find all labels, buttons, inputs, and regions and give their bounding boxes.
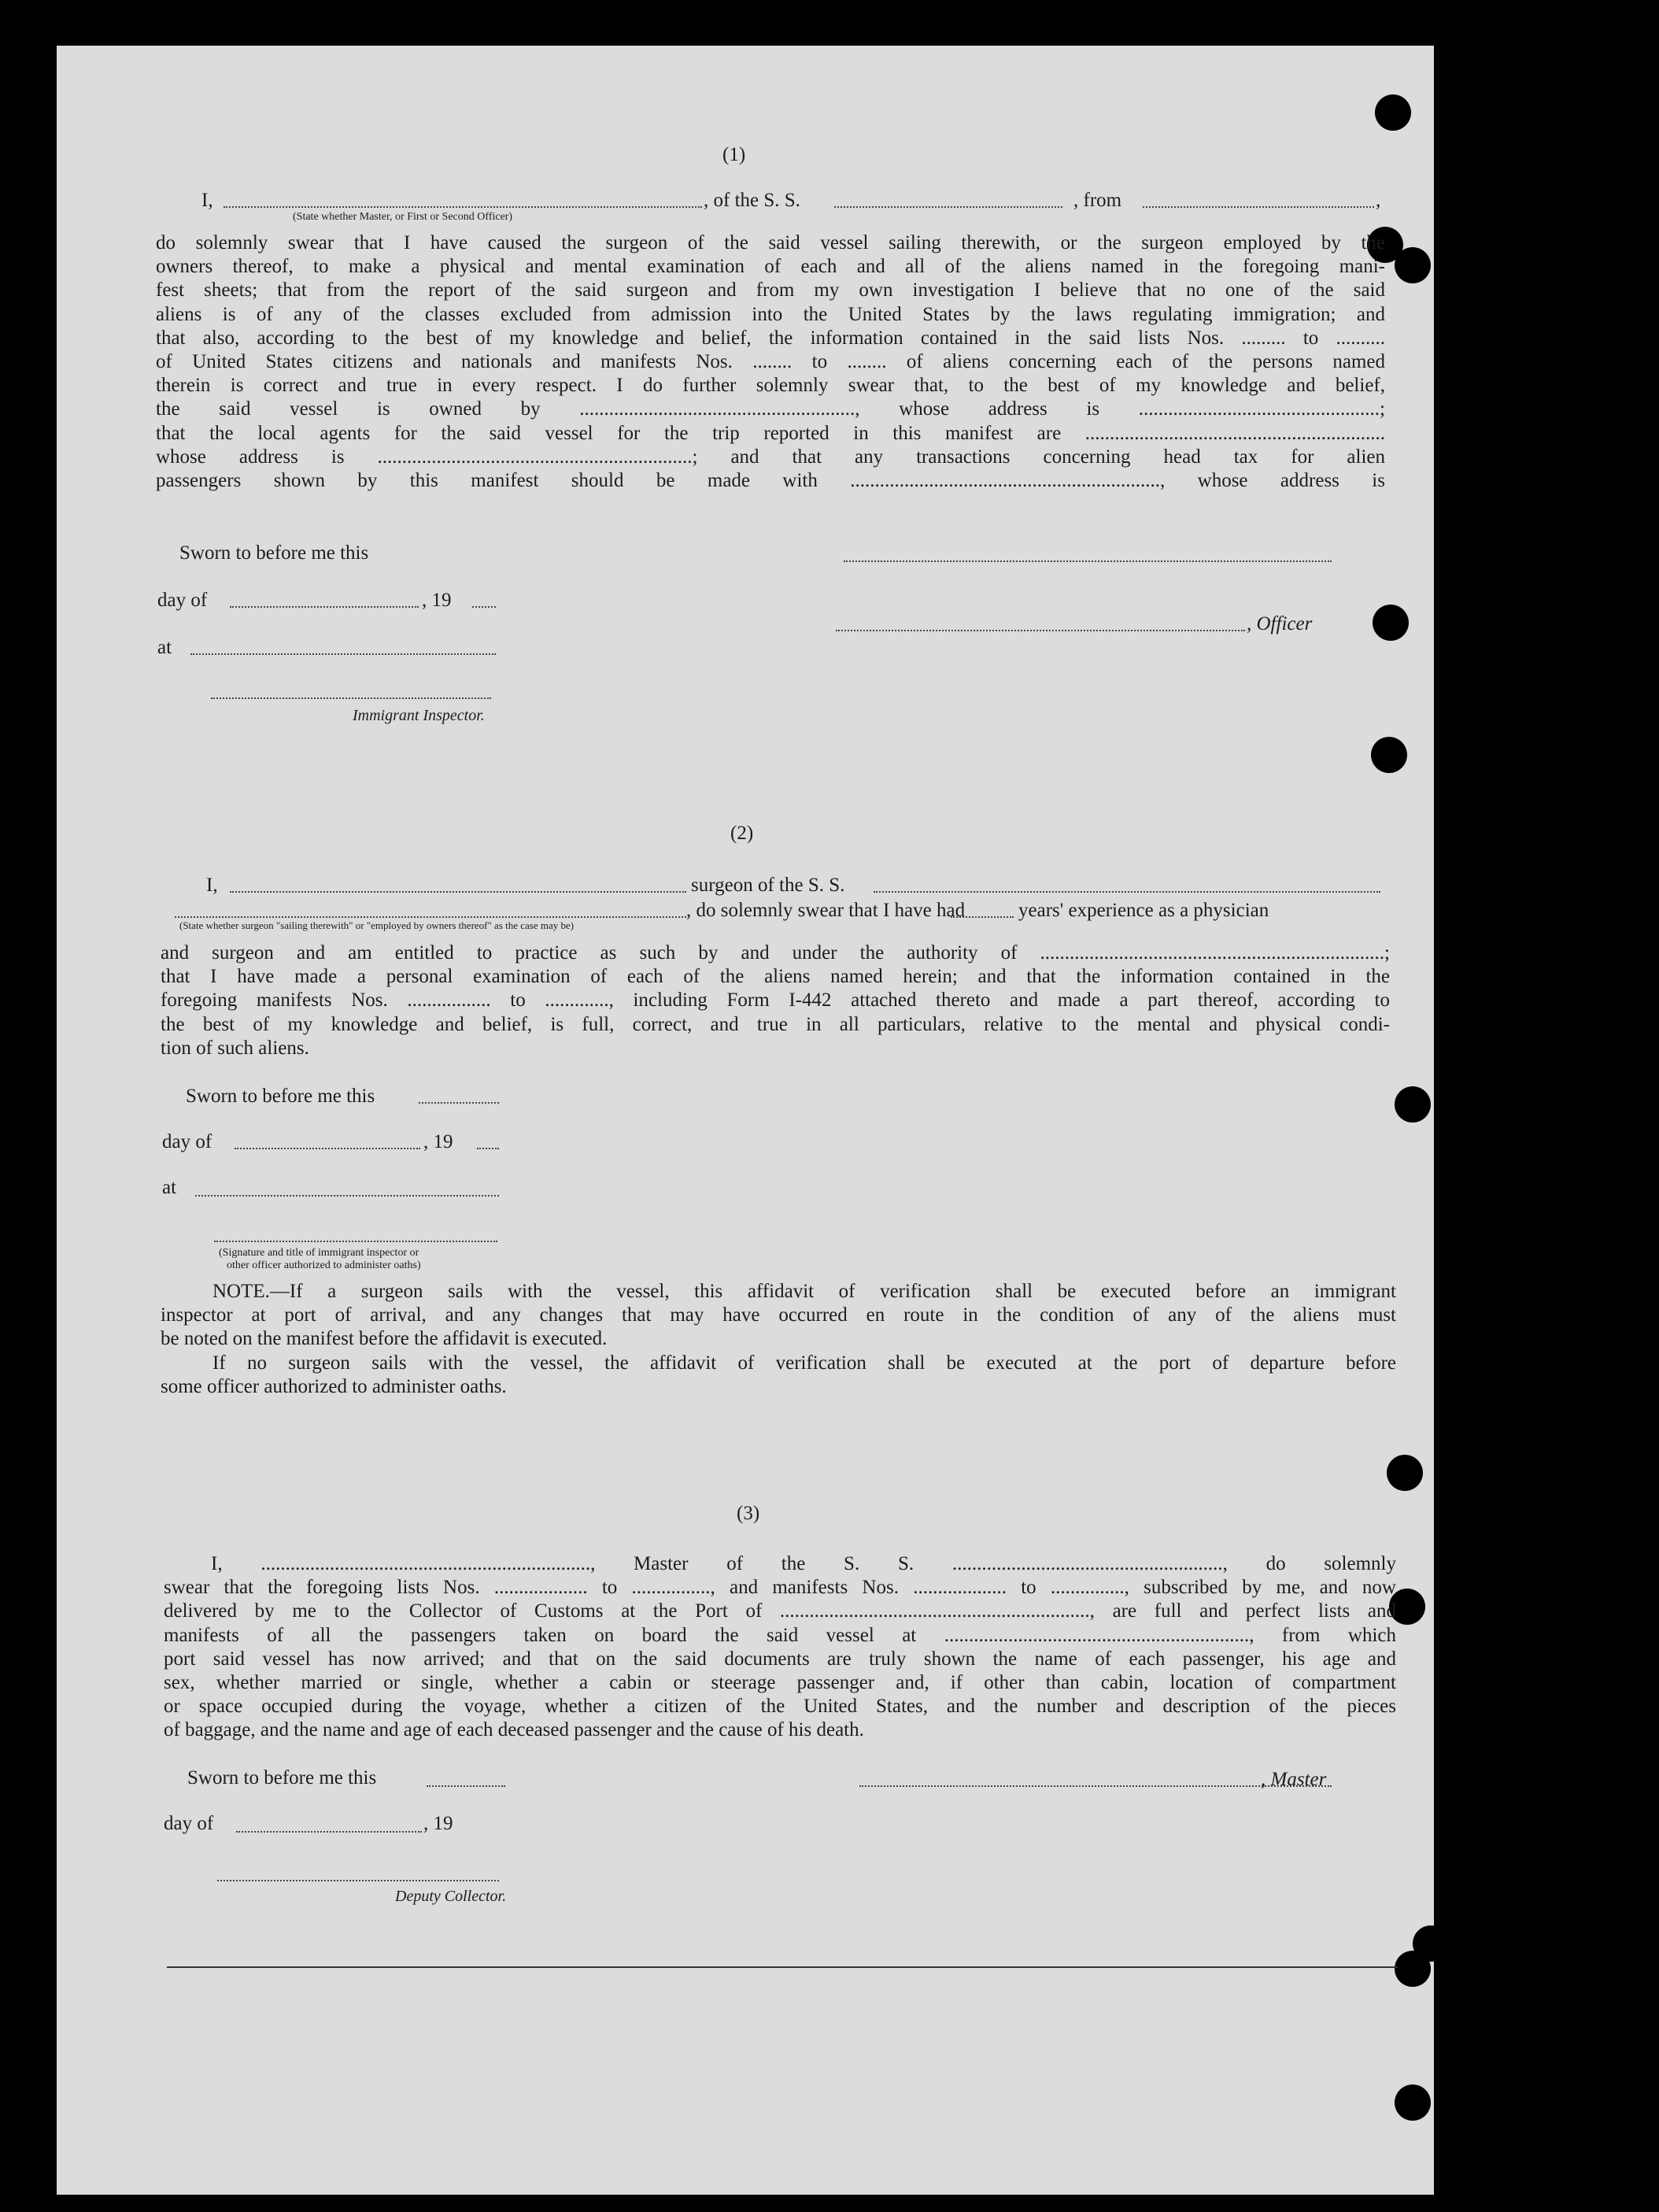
sworn-label: Sworn to before me this	[187, 1767, 377, 1788]
punch-hole	[1395, 1951, 1431, 1987]
punch-hole	[1373, 605, 1409, 641]
of-ss-label: , of the S. S.	[704, 190, 800, 211]
signature-note: other officer authorized to administer oaths)	[227, 1260, 421, 1271]
surgeon-oath-text: and surgeon and am entitled to practice as such by and under the authority of ......................................................................; that I have made a personal examination of each of the aliens named herein; and that the information contained in the foregoing manifests Nos. ................. to ............., including Form I-442 attached thereto and made a part thereof, according to the best of my knowledge and belief, is full, correct, and true in all particulars, relative to the mental and physical condi- tion of such aliens.	[161, 942, 1390, 1059]
year-blank	[472, 606, 496, 608]
place-blank	[195, 1195, 499, 1197]
surgeon-status-blank	[175, 916, 686, 918]
vessel-name-blank	[834, 206, 1062, 208]
master-label: , Master	[1261, 1769, 1327, 1790]
surgeon-prefix: I,	[206, 875, 218, 896]
sworn-blank	[419, 1102, 499, 1104]
inspector-signature-blank	[211, 697, 491, 699]
sworn-blank	[427, 1785, 505, 1787]
officer-title-blank	[836, 630, 1245, 631]
year-label: , 19	[423, 1131, 453, 1152]
punch-hole	[1395, 2084, 1431, 2121]
surgeon-status-note: (State whether surgeon "sailing therewith" or "employed by owners thereof" as the case may be)	[179, 919, 575, 931]
day-blank	[230, 606, 419, 608]
punch-hole	[1375, 94, 1411, 131]
collector-signature-blank	[217, 1880, 499, 1881]
day-of-label: day of	[157, 590, 208, 611]
punch-hole	[1371, 737, 1407, 773]
section-number: (2)	[730, 823, 754, 844]
manifest-verification-page	[57, 46, 1434, 2195]
at-label: at	[157, 637, 172, 658]
note-text: NOTE.—If a surgeon sails with the vessel, this affidavit of verification shall be executed before an immigrant inspector at port of arrival, and any changes that may have occurred en route in the condition of any of the aliens must be noted on the manifest before the affidavit is executed. If no surgeon sails with the vessel, the affidavit of verification shall be executed at the port of departure before some officer authorized to administer oaths.	[161, 1281, 1396, 1397]
punch-hole	[1395, 1086, 1431, 1123]
years-blank	[951, 916, 1014, 918]
master-oath-text: do solemnly swear that I have caused the surgeon of the said vessel sailing therewith, or the surgeon employed by the owners thereof, to make a physical and mental examination of each and all of the aliens named in the foregoing mani- fest sheets; that from the report of the said surgeon and from my own investigation I believe that no one of the said aliens is of any of the classes excluded from admission into the United States by the laws regulating immigration; and that also, according to the best of my knowledge and belief, the information contained in the said lists Nos. ......... to .......... of United States citizens and nationals and manifests Nos. ........ to ........ of aliens concerning each of the persons named therein is correct and true in every respect. I do further solemnly swear that, to the best of my knowledge and belief, the said vessel is owned by ........................................................, whose address is .................................................; that the local agents for the said vessel for the trip reported in this manifest are ............................................................. whose address is ................................................................; and that any transactions concerning head tax for alien passengers shown by this manifest should be made with ..............................................................., whose address is	[156, 232, 1385, 492]
section-number: (1)	[722, 144, 746, 165]
day-blank	[236, 1831, 422, 1833]
year-label: , 19	[423, 1813, 453, 1834]
years-experience-label: years' experience as a physician	[1018, 900, 1269, 921]
surgeon-swear-label: , do solemnly swear that I have had	[686, 900, 966, 921]
sworn-label: Sworn to before me this	[179, 542, 369, 564]
from-port-blank	[1143, 206, 1374, 208]
punch-hole	[1395, 247, 1431, 283]
surgeon-vessel-blank	[874, 891, 1380, 893]
deputy-collector-label: Deputy Collector.	[395, 1888, 507, 1905]
signature-note: (Signature and title of immigrant inspector or	[219, 1247, 419, 1259]
officer-label: , Officer	[1247, 613, 1313, 634]
officer-signature-blank	[844, 560, 1332, 562]
officer-rank-note: (State whether Master, or First or Second Officer)	[293, 211, 513, 223]
officer-name-blank	[224, 206, 702, 208]
day-of-label: day of	[162, 1131, 212, 1152]
immigrant-inspector-label: Immigrant Inspector.	[353, 707, 485, 724]
day-blank	[235, 1148, 420, 1149]
comma: ,	[1376, 190, 1381, 211]
surgeon-of-label: surgeon of the S. S.	[691, 875, 845, 896]
day-of-label: day of	[164, 1813, 214, 1834]
from-label: , from	[1073, 190, 1122, 211]
punch-hole	[1387, 1455, 1423, 1491]
surgeon-name-blank	[230, 891, 686, 893]
section-number: (3)	[737, 1503, 760, 1524]
bottom-rule	[167, 1966, 1398, 1968]
place-blank	[190, 653, 496, 655]
sworn-label: Sworn to before me this	[186, 1086, 375, 1107]
affiant-prefix: I,	[201, 190, 213, 211]
at-label: at	[162, 1177, 177, 1198]
year-blank	[477, 1148, 499, 1149]
year-label: , 19	[422, 590, 452, 611]
signature-blank	[214, 1241, 497, 1242]
collector-oath-text: I, ..................................................................., Master of the S. S. ......................................................., do solemnly swear that the foregoing lists Nos. ................... to ................, and manifests Nos. ................... to ..............., subscribed by me, and now delivered by me to the Collector of Customs at the Port of ..............................................................., are full and perfect lists and manifests of all the passengers taken on board the said vessel at .............................................................., from which port said vessel has now arrived; and that on the said documents are truly shown the name of each passenger, his age and sex, whether married or single, whether a cabin or steerage passenger and, if other than cabin, location of compartment or space occupied during the voyage, whether a citizen of the United States, and the number and description of the pieces of baggage, and the name and age of each deceased passenger and the cause of his death.	[164, 1553, 1396, 1741]
